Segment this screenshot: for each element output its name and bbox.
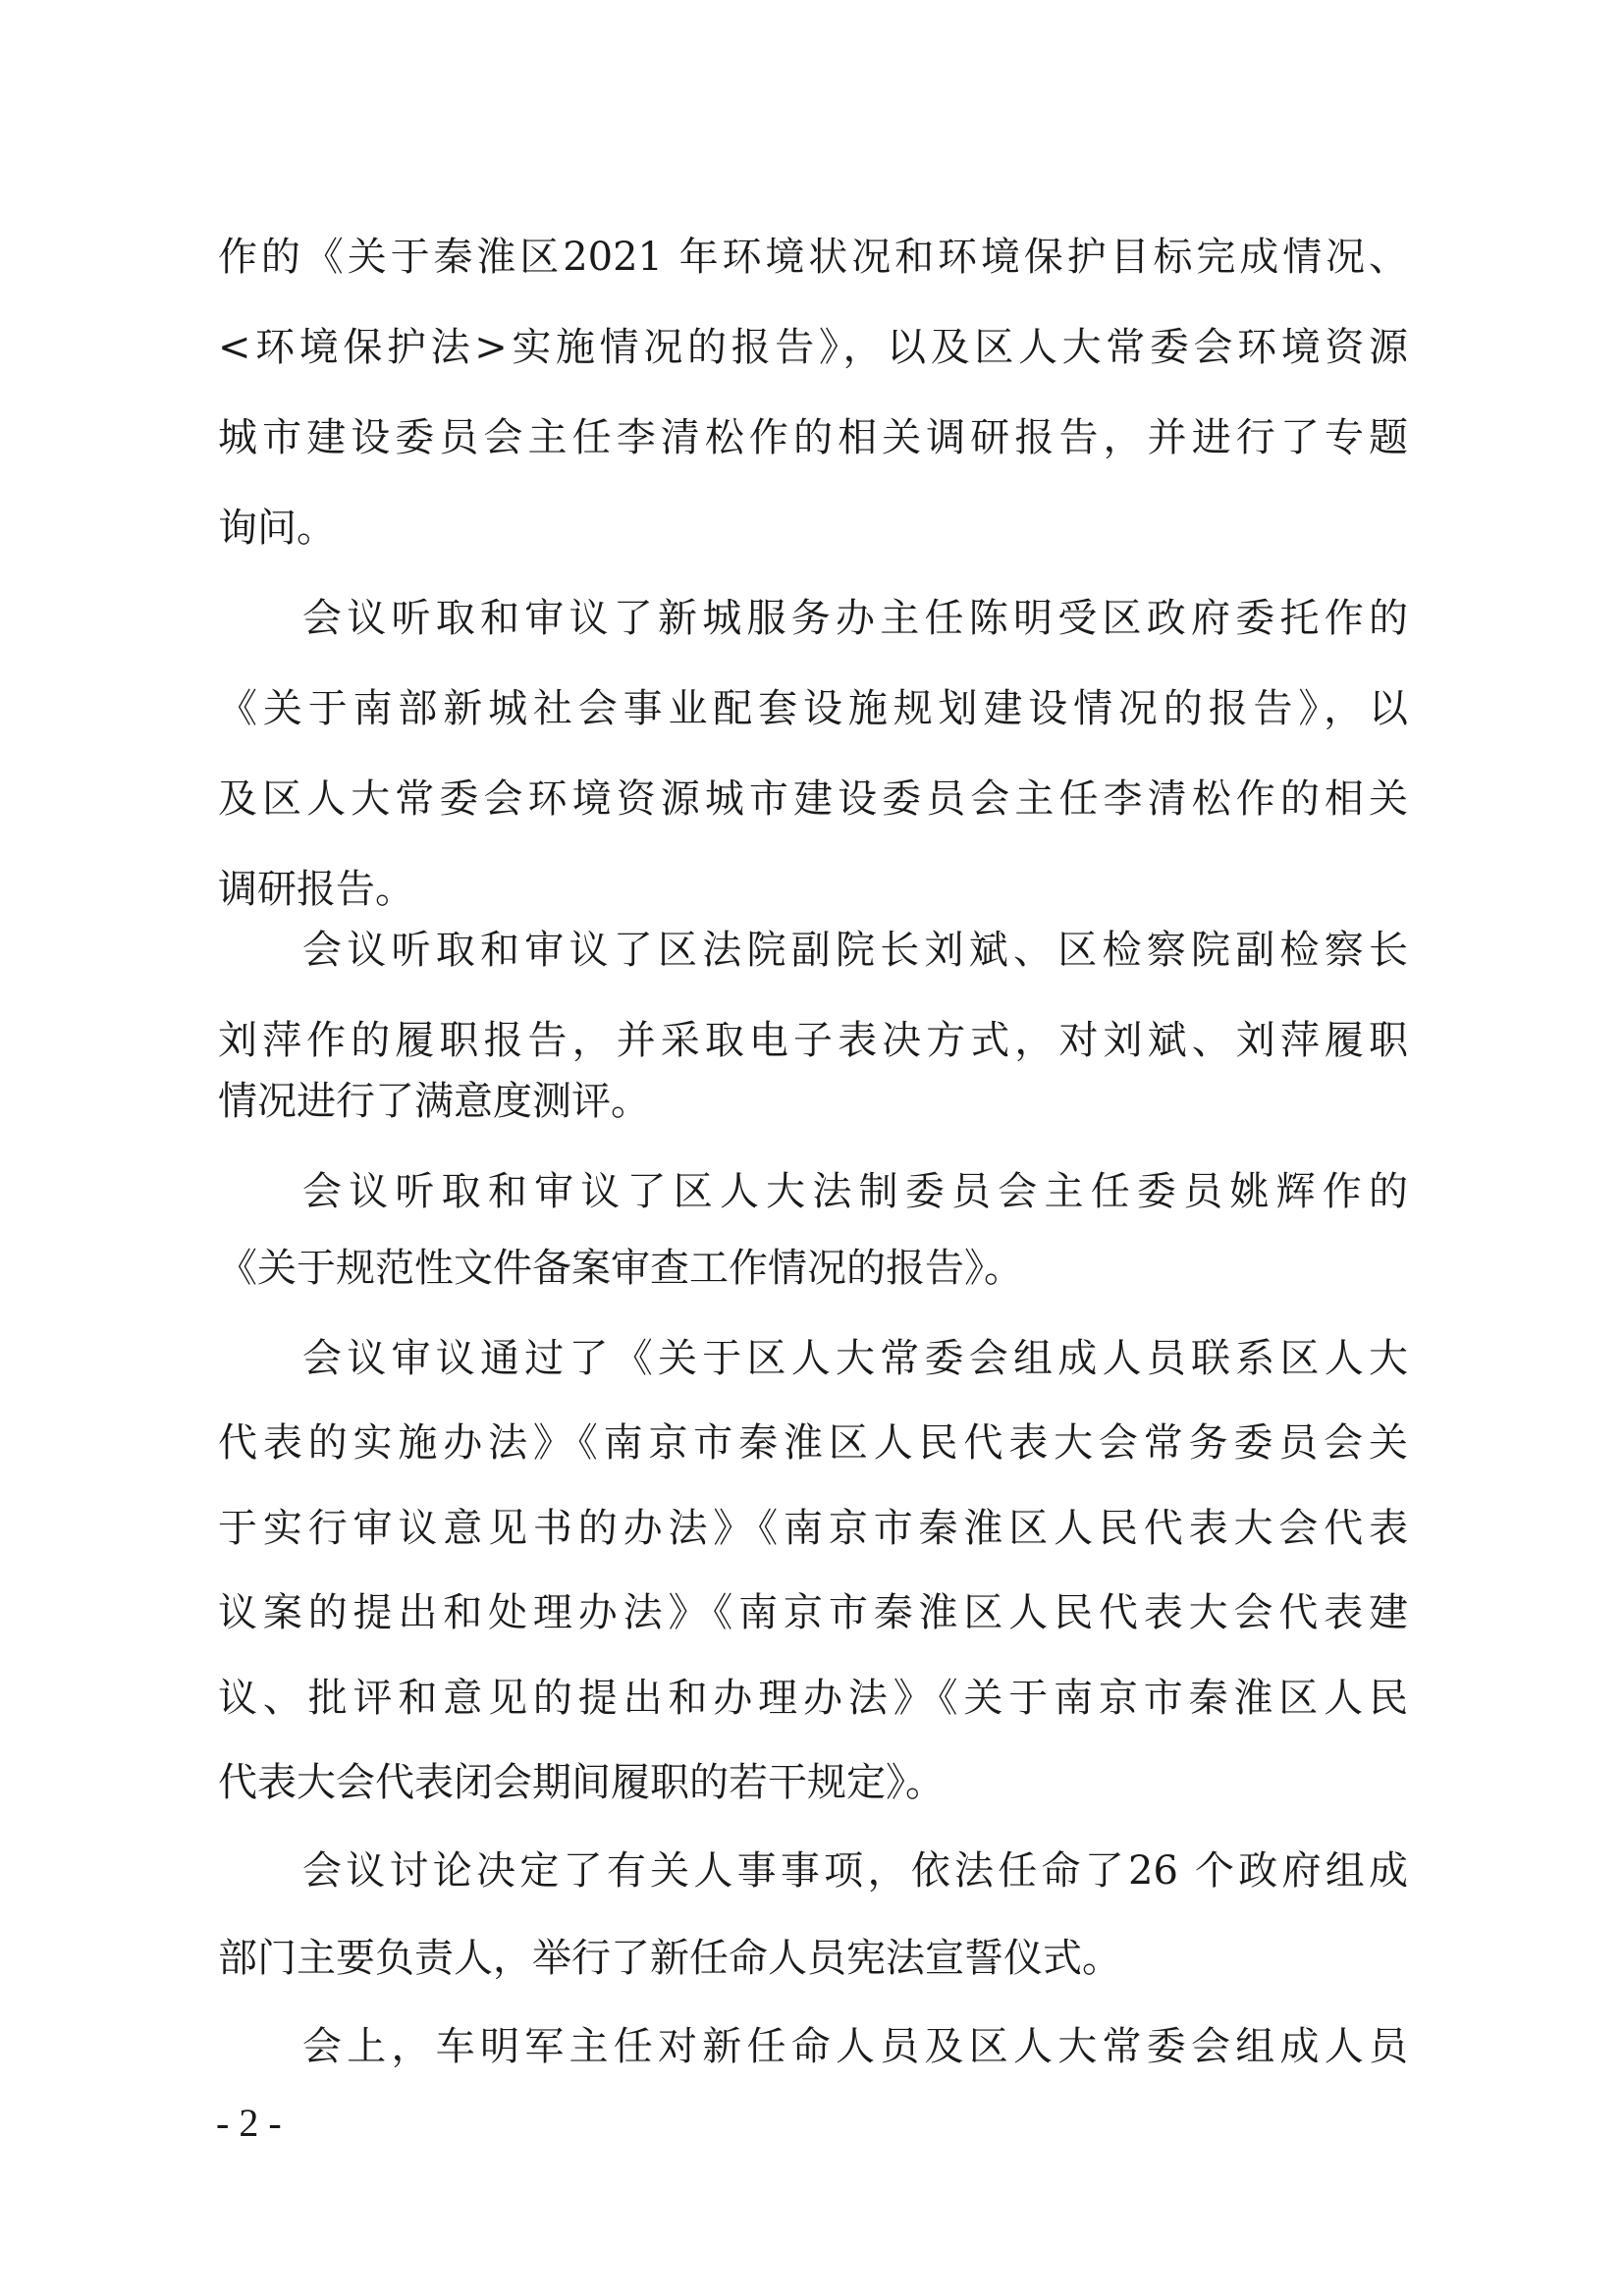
text-line: 《关于规范性文件备案审查工作情况的报告》。 <box>218 1246 1023 1291</box>
paragraph-first-line: 会议听取和审议了新城服务办主任陈明受区政府委托作的 <box>302 596 1408 641</box>
text-line: 部门主要负责人，举行了新任命人员宪法宣誓仪式。 <box>218 1936 1121 1981</box>
text-line: 情况进行了满意度测评。 <box>218 1079 650 1124</box>
text-line: 城市建设委员会主任李清松作的相关调研报告，并进行了专题 <box>218 415 1408 460</box>
paragraph-first-line: 会议听取和审议了区人大法制委员会主任委员姚辉作的 <box>302 1169 1408 1214</box>
paragraph-first-line: 会议讨论决定了有关人事事项，依法任命了26 个政府组成 <box>302 1848 1408 1894</box>
page-number: - 2 - <box>216 2101 282 2145</box>
paragraph-first-line: 会上，车明军主任对新任命人员及区人大常委会组成人员 <box>302 2024 1408 2069</box>
text-line: 议、批评和意见的提出和办理办法》《关于南京市秦淮区人民 <box>218 1676 1408 1721</box>
text-line: 代表的实施办法》《南京市秦淮区人民代表大会常务委员会关 <box>218 1420 1408 1466</box>
text-line: 议案的提出和处理办法》《南京市秦淮区人民代表大会代表建 <box>218 1590 1408 1635</box>
text-line: 刘萍作的履职报告，并采取电子表决方式，对刘斌、刘萍履职 <box>218 1018 1408 1063</box>
text-line: <环境保护法>实施情况的报告》，以及区人大常委会环境资源 <box>218 325 1408 370</box>
paragraph-first-line: 会议审议通过了《关于区人大常委会组成人员联系区人大 <box>302 1336 1408 1381</box>
text-line: 调研报告。 <box>218 867 414 912</box>
text-line: 《关于南部新城社会事业配套设施规划建设情况的报告》，以 <box>218 686 1408 731</box>
text-line: 及区人大常委会环境资源城市建设委员会主任李清松作的相关 <box>218 776 1408 822</box>
text-line: 询问。 <box>218 506 336 551</box>
text-line: 于实行审议意见书的办法》《南京市秦淮区人民代表大会代表 <box>218 1506 1408 1551</box>
text-line: 作的《关于秦淮区2021 年环境状况和环境保护目标完成情况、 <box>218 235 1408 280</box>
paragraph-first-line: 会议听取和审议了区法院副院长刘斌、区检察院副检察长 <box>302 928 1408 973</box>
text-line: 代表大会代表闭会期间履职的若干规定》。 <box>218 1760 945 1805</box>
